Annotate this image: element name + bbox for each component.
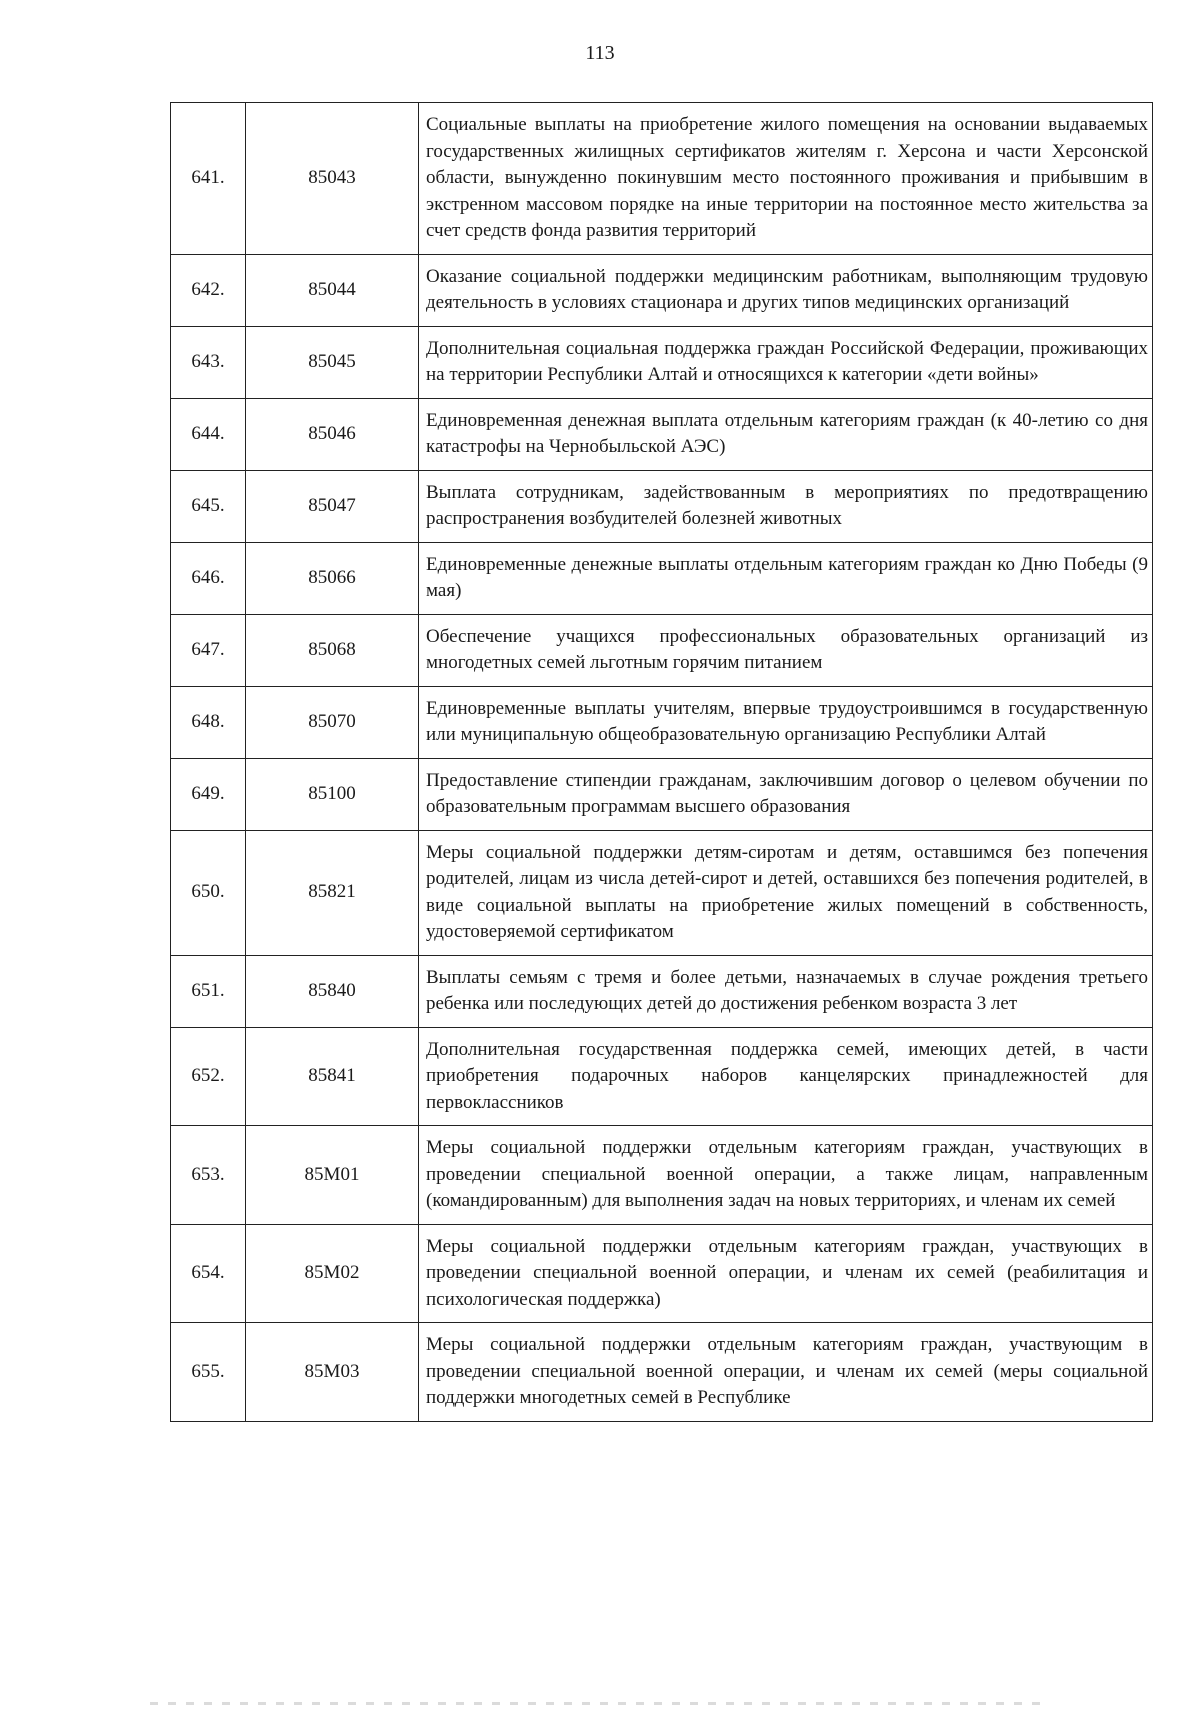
description-cell: Выплата сотрудникам, задействованным в мероприятиях по предотвращению распространения возбудителей болезней животных — [419, 470, 1153, 542]
table-row — [171, 830, 1153, 955]
row-number-cell: 652. — [171, 1027, 246, 1126]
description-cell: Обеспечение учащихся профессиональных образовательных организаций из многодетных семей льготным горячим питанием — [419, 614, 1153, 686]
description-cell: Выплаты семьям с тремя и более детьми, назначаемых в случае рождения третьего ребенка или последующих детей до достижения ребенком возраста 3 лет — [419, 955, 1153, 1027]
code-cell: 85045 — [246, 326, 419, 398]
table-row — [171, 1027, 1153, 1126]
description-cell: Меры социальной поддержки отдельным категориям граждан, участвующих в проведении специальной военной операции, и членам их семей (реабилитация и психологическая поддержка) — [419, 1224, 1153, 1323]
code-cell: 85044 — [246, 254, 419, 326]
description-cell: Меры социальной поддержки детям-сиротам и детям, оставшимся без попечения родителей, лицам из числа детей-сирот и детей, оставшихся без попечения родителей, в виде социальной выплаты на приобретение жилых помещений в собственность, удостоверяемой сертификатом — [419, 830, 1153, 955]
row-number-cell: 650. — [171, 830, 246, 955]
row-number-cell: 646. — [171, 542, 246, 614]
table-row — [171, 758, 1153, 830]
description-cell: Дополнительная государственная поддержка семей, имеющих детей, в части приобретения подарочных наборов канцелярских принадлежностей для первоклассников — [419, 1027, 1153, 1126]
table-row — [171, 103, 1153, 255]
code-cell: 85821 — [246, 830, 419, 955]
registry-table-body — [171, 103, 1153, 1422]
table-row — [171, 955, 1153, 1027]
description-cell: Единовременная денежная выплата отдельным категориям граждан (к 40-летию со дня катастрофы на Чернобыльской АЭС) — [419, 398, 1153, 470]
description-cell: Меры социальной поддержки отдельным категориям граждан, участвующим в проведении специальной военной операции, и членам их семей (меры социальной поддержки многодетных семей в Республике — [419, 1323, 1153, 1422]
table-row — [171, 1323, 1153, 1422]
code-cell: 85047 — [246, 470, 419, 542]
row-number-cell: 653. — [171, 1126, 246, 1225]
table-row — [171, 398, 1153, 470]
code-cell: 85043 — [246, 103, 419, 255]
row-number-cell: 654. — [171, 1224, 246, 1323]
row-number-cell: 647. — [171, 614, 246, 686]
code-cell: 85М01 — [246, 1126, 419, 1225]
code-cell: 85070 — [246, 686, 419, 758]
description-cell: Социальные выплаты на приобретение жилого помещения на основании выдаваемых государственных жилищных сертификатов жителям г. Херсона и части Херсонской области, вынужденно покинувшим место постоянного проживания и прибывшим в экстренном массовом порядке на иные территории на постоянное место жительства за счет средств фонда развития территорий — [419, 103, 1153, 255]
row-number-cell: 641. — [171, 103, 246, 255]
table-row — [171, 542, 1153, 614]
table-row — [171, 686, 1153, 758]
table-row — [171, 326, 1153, 398]
code-cell: 85066 — [246, 542, 419, 614]
row-number-cell: 648. — [171, 686, 246, 758]
code-cell: 85068 — [246, 614, 419, 686]
description-cell: Оказание социальной поддержки медицинским работникам, выполняющим трудовую деятельность в условиях стационара и других типов медицинских организаций — [419, 254, 1153, 326]
table-row — [171, 1224, 1153, 1323]
description-cell: Предоставление стипендии гражданам, заключившим договор о целевом обучении по образовательным программам высшего образования — [419, 758, 1153, 830]
code-cell: 85841 — [246, 1027, 419, 1126]
scan-artifact-line — [150, 1702, 1050, 1705]
row-number-cell: 643. — [171, 326, 246, 398]
row-number-cell: 651. — [171, 955, 246, 1027]
code-cell: 85М03 — [246, 1323, 419, 1422]
table-row — [171, 254, 1153, 326]
table-row — [171, 470, 1153, 542]
row-number-cell: 649. — [171, 758, 246, 830]
description-cell: Единовременные выплаты учителям, впервые трудоустроившимся в государственную или муниципальную общеобразовательную организацию Республики Алтай — [419, 686, 1153, 758]
page-number: 113 — [585, 42, 615, 64]
description-cell: Единовременные денежные выплаты отдельным категориям граждан ко Дню Победы (9 мая) — [419, 542, 1153, 614]
row-number-cell: 642. — [171, 254, 246, 326]
code-cell: 85046 — [246, 398, 419, 470]
code-cell: 85840 — [246, 955, 419, 1027]
description-cell: Меры социальной поддержки отдельным категориям граждан, участвующих в проведении специальной военной операции, а также лицам, направленным (командированным) для выполнения задач на новых территориях, и членам их семей — [419, 1126, 1153, 1225]
table-row — [171, 614, 1153, 686]
code-cell: 85М02 — [246, 1224, 419, 1323]
row-number-cell: 644. — [171, 398, 246, 470]
description-cell: Дополнительная социальная поддержка граждан Российской Федерации, проживающих на территории Республики Алтай и относящихся к категории «дети войны» — [419, 326, 1153, 398]
code-cell: 85100 — [246, 758, 419, 830]
row-number-cell: 645. — [171, 470, 246, 542]
registry-table — [170, 102, 1153, 1422]
table-row — [171, 1126, 1153, 1225]
row-number-cell: 655. — [171, 1323, 246, 1422]
